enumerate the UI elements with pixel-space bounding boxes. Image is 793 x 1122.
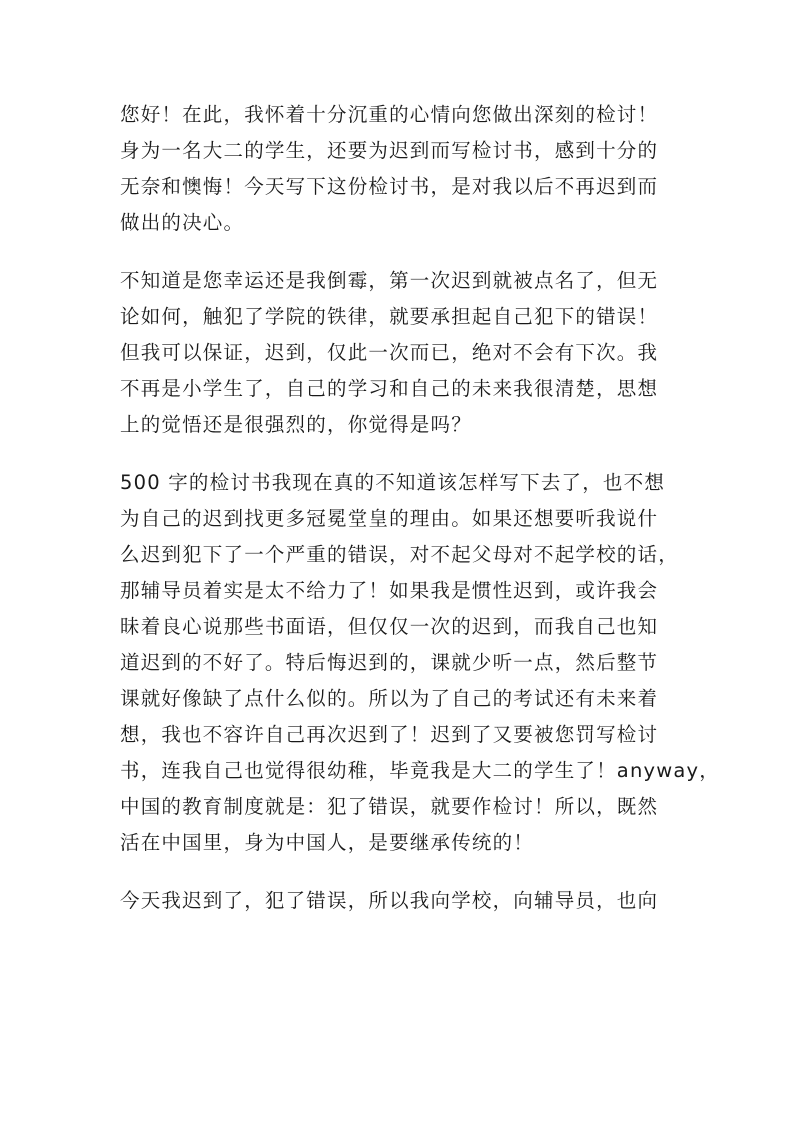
paragraph-4 [120, 883, 680, 919]
text-line: 上的觉悟还是很强烈的，你觉得是吗？ [120, 413, 472, 436]
text-line: 500 字的检讨书我现在真的不知道该怎样写下去了，也不想 [120, 471, 666, 494]
text-line: 不知道是您幸运还是我倒霉，第一次迟到就被点名了，但无 [120, 269, 659, 292]
paragraph-2 [120, 263, 680, 443]
text-line: 课就好像缺了点什么似的。所以为了自己的考试还有未来着 [120, 687, 659, 710]
paragraph-1 [120, 97, 680, 241]
text-line: 无奈和懊悔！今天写下这份检讨书，是对我以后不再迟到而 [120, 175, 659, 198]
text-line: 道迟到的不好了。特后悔迟到的，课就少听一点，然后整节 [120, 651, 659, 674]
text-line: 做出的决心。 [120, 211, 245, 234]
paragraph-3 [120, 465, 720, 861]
text-line: 论如何，触犯了学院的铁律，就要承担起自己犯下的错误！ [120, 305, 659, 328]
text-line: 身为一名大二的学生，还要为迟到而写检讨书，感到十分的 [120, 139, 659, 162]
text-line: 么迟到犯下了一个严重的错误，对不起父母对不起学校的话， [120, 543, 679, 566]
text-line: 为自己的迟到找更多冠冕堂皇的理由。如果还想要听我说什 [120, 507, 659, 530]
text-line: 书，连我自己也觉得很幼稚，毕竟我是大二的学生了！anyway， [120, 759, 720, 782]
text-line: 您好！在此，我怀着十分沉重的心情向您做出深刻的检讨！ [120, 103, 659, 126]
text-line: 活在中国里，身为中国人，是要继承传统的！ [120, 831, 535, 854]
text-line: 想，我也不容许自己再次迟到了！迟到了又要被您罚写检讨 [120, 723, 659, 746]
text-line: 昧着良心说那些书面语，但仅仅一次的迟到，而我自己也知 [120, 615, 659, 638]
text-line: 那辅导员着实是太不给力了！如果我是惯性迟到，或许我会 [120, 579, 659, 602]
document-body [120, 97, 720, 941]
text-line: 不再是小学生了，自己的学习和自己的未来我很清楚，思想 [120, 377, 659, 400]
text-line: 中国的教育制度就是：犯了错误，就要作检讨！所以，既然 [120, 795, 659, 818]
text-line: 但我可以保证，迟到，仅此一次而已，绝对不会有下次。我 [120, 341, 659, 364]
text-line: 今天我迟到了，犯了错误，所以我向学校，向辅导员，也向 [120, 889, 659, 912]
